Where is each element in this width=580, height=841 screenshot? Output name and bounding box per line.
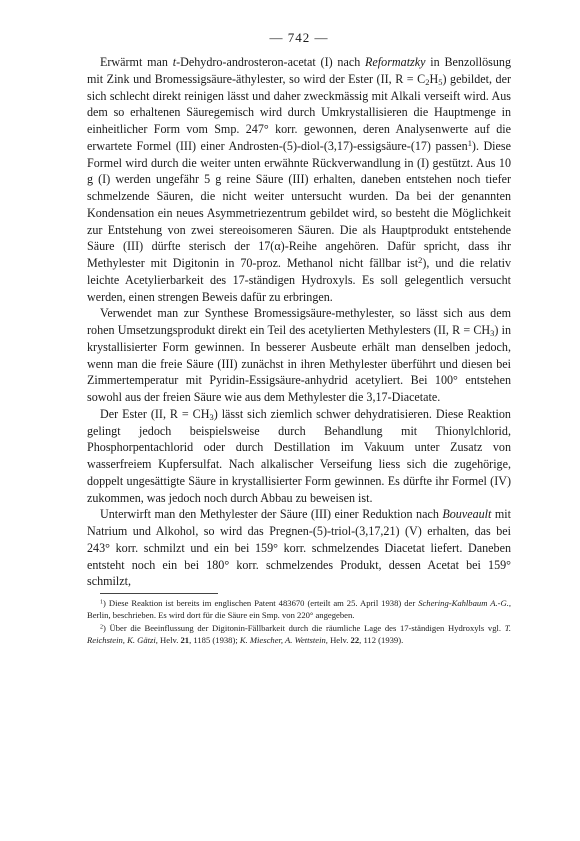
text-run: , 112 (1939). <box>359 635 404 646</box>
text-run: , Helv. <box>155 635 181 646</box>
footnote-divider <box>100 593 218 594</box>
text-run: ) lässt sich ziemlich schwer dehydratisieren. Diese Reaktion gelingt jedoch beispielsweise durch Behandlung mit Thionylchlorid, Phosphorpentachlorid oder durch Destillation im Vakuum unter Zusatz von wasserfreiem Kupfersulfat. Nach alkalischer Verseifung liess sich die zugehörige, doppelt ungesättigte Säure in krystallisierter Form gewinnen. Es dürfte ihr Formel (IV) zukommen, was jedoch noch durch Abbau zu beweisen ist. <box>87 406 511 505</box>
paragraph <box>87 406 511 507</box>
text-run: Der Ester (II, R = CH <box>100 406 210 421</box>
text-run: 2 <box>100 624 104 631</box>
document-page <box>87 30 511 647</box>
text-run: -Dehydro-androsteron-acetat (I) nach <box>176 55 366 69</box>
text-run: 21 <box>180 635 190 646</box>
text-run: Reformatzky <box>365 55 426 69</box>
text-run: 2 <box>425 76 430 87</box>
text-run: 5 <box>438 76 443 87</box>
text-run: 3 <box>209 411 214 422</box>
paragraph <box>87 305 511 406</box>
text-run: Verwendet man zur Synthese Bromessigsäure-methylester, so lässt sich aus dem rohen Umsetzungsprodukt direkt ein Teil des acetylierten Methylesters (II, R = CH <box>87 306 511 337</box>
text-run: t <box>172 55 177 69</box>
paragraph <box>87 506 511 590</box>
text-run: ). Diese Formel wird durch die weiter unten erwähnte Rückverwandlung in (I) gestützt. Aus 10 g (I) werden ungefähr 5 g reine Säure (III) erhalten, daneben entstehen noch tiefer schmelzende Säuren, die nicht weiter untersucht wurden. Da bei der genannten Kondensation ein neues Asymmetriezentrum gebildet wird, so besteht die Möglichkeit zur Entstehung von zwei stereoisomeren Säuren. Die als Hauptprodukt entstehende Säure (III) dürfte sterisch der 17(α)-Reihe angehören. Dafür spricht, dass ihr Methylester mit Digitonin in 70-proz. Methanol nicht fällbar ist <box>87 138 511 270</box>
text-run: Bouveault <box>442 507 492 522</box>
text-run: in Benzollösung mit Zink und Bromessigsäure-äthylester, so wird der Ester (II, R = C <box>87 55 511 86</box>
footnote <box>87 597 511 622</box>
text-run: ) in krystallisierter Form gewinnen. In besserer Ausbeute erhält man denselben jedoch, wenn man die freie Säure (III) zunächst in ihren Methylester überführt und diesen bei Zimmertemperatur mit Pyridin-Essigsäure-anhydrid acetyliert. Bei 100° entstehen sowohl aus der freien Säure wie aus dem Methylester die 3,17-Diacetate. <box>87 323 511 404</box>
text-run: H <box>429 71 439 86</box>
text-run: 22 <box>350 635 360 646</box>
text-run: , Berlin, beschrieben. Es wird dort für die Säure ein Smp. von 220° angegeben. <box>87 598 512 621</box>
paragraph <box>87 54 511 305</box>
text-run: Schering-Kahlbaum A.-G. <box>418 598 509 608</box>
text-run: T. Reichstein, K. Gätzi <box>87 622 511 646</box>
text-run: Erwärmt man <box>100 55 173 69</box>
text-run: , 1185 (1938); <box>189 635 240 646</box>
page-number: — 742 — <box>269 30 329 45</box>
text-run: 1 <box>100 599 104 606</box>
text-run: mit Natrium und Alkohol, so wird das Pregnen-(5)-triol-(3,17,21) (V) erhalten, das bei 243° korr. schmilzt und ein bei 159° korr. schmelzendes Diacetat liefert. Daneben entsteht noch ein bei 180° korr. schmelzendes Produkt, dessen Acetat bei 159° schmilzt, <box>87 507 511 589</box>
text-run: Unterwirft man den Methylester der Säure (III) einer Reduktion nach <box>100 507 443 522</box>
text-run: 2 <box>418 255 423 266</box>
footnote <box>87 622 511 647</box>
text-run: K. Miescher, A. Wettstein <box>239 635 326 646</box>
text-run: ), und die relativ leichte Acetylierbarkeit des 17-ständigen Hydroxyls. Es soll gelegentlich versucht werden, einen strengen Beweis dafür zu erbringen. <box>87 256 511 304</box>
text-run: , Helv. <box>325 635 351 646</box>
text-run: ) gebildet, der sich schlecht direkt reinigen lässt und daher zweckmässig mit Alkali verseift wird. Aus dem so erhaltenen Säuregemisch wird durch Umkrystallisieren die Hauptmenge in einheitlicher Form vom Smp. 247° korr. gewonnen, deren Analysenwerte auf die erwartete Formel (III) einer Androsten-(5)-diol-(3,17)-essigsäure-(17) passen <box>87 71 511 153</box>
text-run: ) Über die Beeinflussung der Digitonin-Fällbarkeit durch die räumliche Lage des 17-ständigen Hydroxyls vgl. <box>103 622 505 633</box>
text-run: ) Diese Reaktion ist bereits im englischen Patent 483670 (erteilt am 25. April 1938) der <box>103 598 419 608</box>
text-run: 1 <box>467 137 472 148</box>
text-run: 3 <box>490 328 495 339</box>
